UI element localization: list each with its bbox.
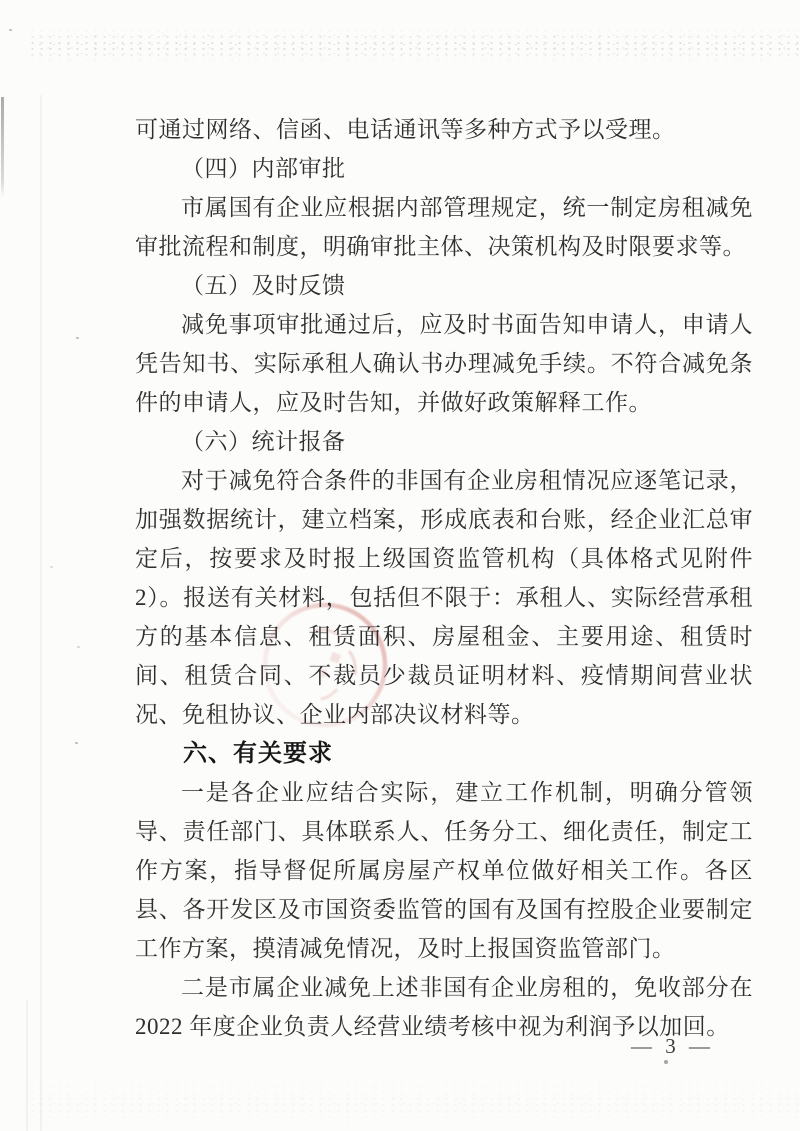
scan-speck (9, 29, 12, 31)
document-body (135, 110, 753, 1046)
scan-speck (77, 646, 80, 648)
subheading-statistics-reporting: （六）统计报备 (181, 429, 346, 454)
scan-noise-band-top (28, 28, 800, 64)
paragraph-requirement-one: 一是各企业应结合实际，建立工作机制，明确分管领导、责任部门、具体联系人、任务分工、细化责任，制定工作方案，指导督促所属房屋产权单位做好相关工作。各区县、各开发区及市国资委监管的国有及国有控股企业要制定工作方案，摸清减免情况，及时上报国资监管部门。 (135, 780, 753, 961)
scan-edge-line (1, 97, 4, 197)
page-number: — 3 — (631, 1034, 714, 1058)
paper-fold-line (40, 95, 42, 1131)
scan-speck (76, 337, 79, 339)
scan-speck (664, 1060, 668, 1064)
heading-related-requirements: 六、有关要求 (183, 740, 333, 767)
paper-fold-line (26, 1000, 28, 1131)
paragraph-timely-feedback: 减免事项审批通过后，应及时书面告知申请人，申请人凭告知书、实际承租人确认书办理减免手续。不符合减免条件的申请人，应及时告知，并做好政策解释工作。 (135, 312, 753, 415)
paragraph-statistics-reporting: 对于减免符合条件的非国有企业房租情况应逐笔记录，加强数据统计，建立档案，形成底表和台账，经企业汇总审定后，按要求及时报上级国资监管机构（具体格式见附件 2）。报送有关材料，包括但不限于：承租人、实际经营承租方的基本信息、租赁面积、房屋租金、主要用途、租赁时间、租赁合同、不裁员少裁员证明材料、疫情期间营业状况、免租协议、企业内部决议材料等。 (135, 468, 753, 727)
paragraph-internal-approval: 市属国有企业应根据内部管理规定，统一制定房租减免审批流程和制度，明确审批主体、决策机构及时限要求等。 (135, 195, 753, 259)
paragraph-requirement-two: 二是市属企业减免上述非国有企业房租的，免收部分在 2022 年度企业负责人经营业绩考核中视为利润予以加回。 (135, 975, 753, 1039)
scan-noise-band-bottom (28, 1078, 800, 1128)
subheading-internal-approval: （四）内部审批 (181, 156, 346, 181)
paragraph-acceptance-methods: 可通过网络、信函、电话通讯等多种方式予以受理。 (135, 117, 676, 142)
subheading-timely-feedback: （五）及时反馈 (181, 273, 346, 298)
scan-speck (75, 742, 78, 744)
scan-speck (50, 566, 53, 568)
